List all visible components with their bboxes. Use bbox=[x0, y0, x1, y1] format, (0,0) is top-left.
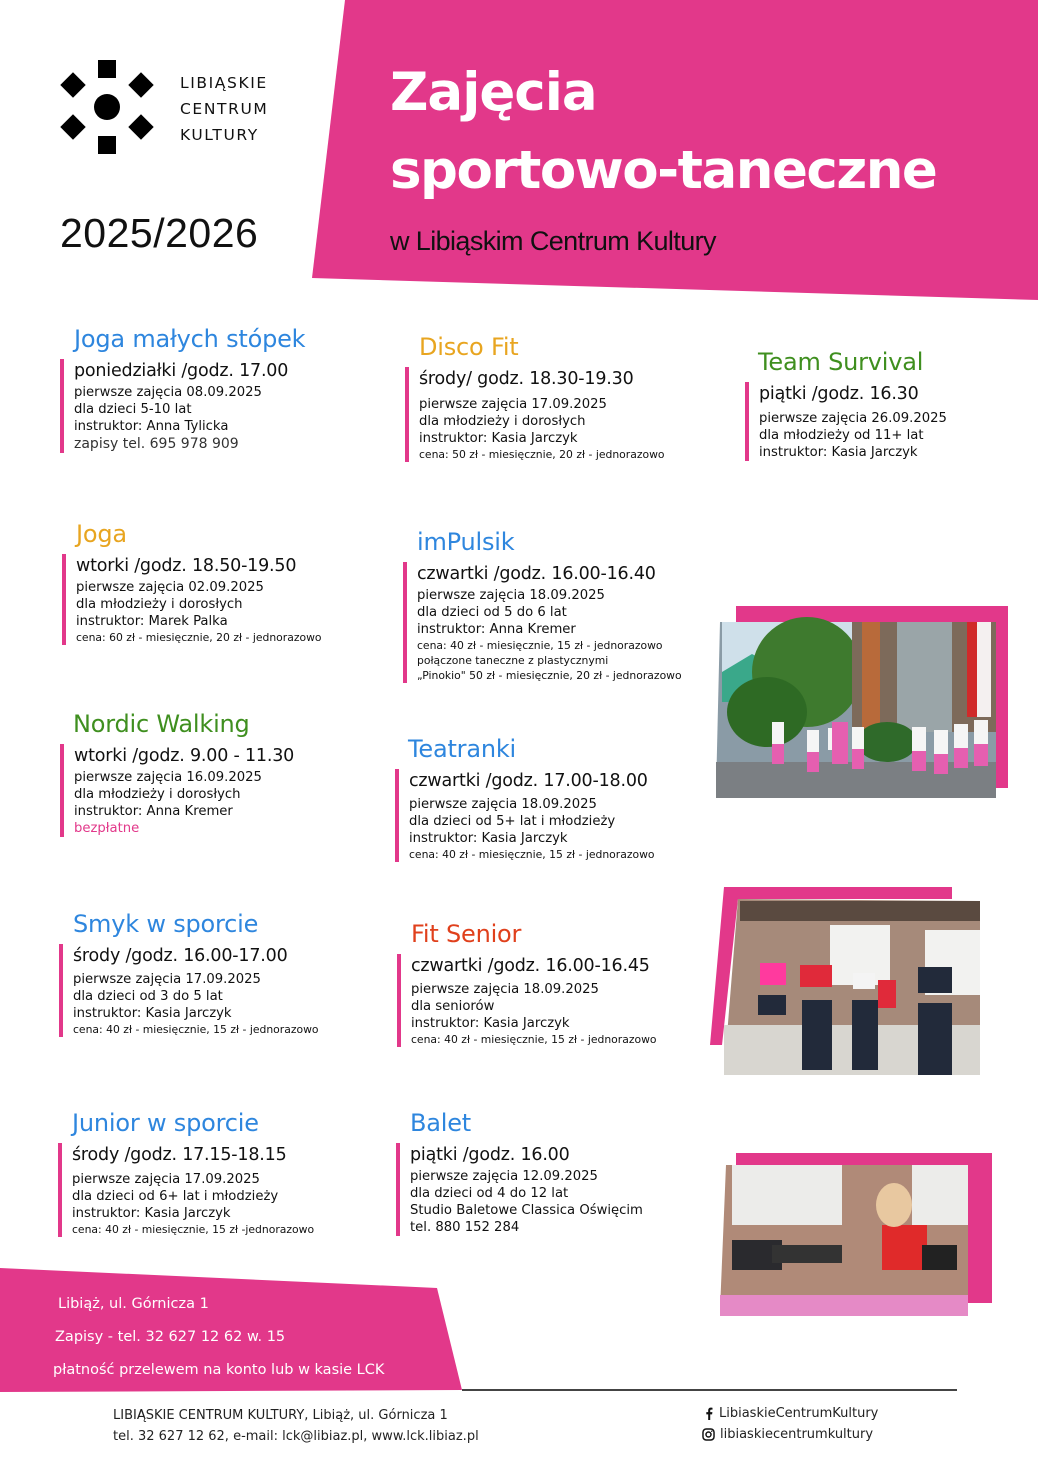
class-audience: dla młodzieży od 11+ lat bbox=[759, 428, 924, 443]
class-schedule: czwartki /godz. 16.00-16.45 bbox=[411, 956, 650, 976]
instagram-icon bbox=[702, 1428, 715, 1441]
class-first-date: pierwsze zajęcia 18.09.2025 bbox=[411, 982, 599, 997]
class-schedule: środy/ godz. 18.30-19.30 bbox=[419, 369, 634, 389]
photo-women-mats bbox=[712, 1150, 992, 1325]
class-title: Disco Fit bbox=[419, 333, 519, 361]
class-first-date: pierwsze zajęcia 02.09.2025 bbox=[76, 580, 264, 595]
class-price: cena: 60 zł - miesięcznie, 20 zł - jednorazowo bbox=[76, 631, 322, 644]
class-card-junior-w-sporcie bbox=[58, 1109, 314, 1237]
class-audience: dla dzieci od 5+ lat i młodzieży bbox=[409, 814, 616, 829]
photo-women-mats-image bbox=[712, 1150, 992, 1325]
class-card-impulsik bbox=[403, 528, 682, 683]
class-card-balet bbox=[396, 1109, 643, 1236]
class-details bbox=[405, 367, 665, 462]
class-first-date: pierwsze zajęcia 16.09.2025 bbox=[74, 770, 262, 785]
logo-line-3: KULTURY bbox=[180, 126, 259, 144]
facebook-handle: LibiaskieCentrumKultury bbox=[719, 1406, 879, 1421]
class-audience: dla dzieci od 6+ lat i młodzieży bbox=[72, 1189, 279, 1204]
class-title: Junior w sporcie bbox=[72, 1109, 259, 1137]
footer-divider bbox=[462, 1389, 957, 1391]
class-price: cena: 40 zł - miesięcznie, 15 zł - jednorazowo bbox=[411, 1033, 657, 1046]
class-instructor: instruktor: Kasia Jarczyk bbox=[419, 431, 578, 446]
class-instructor: instruktor: Anna Kremer bbox=[417, 622, 576, 637]
class-details bbox=[395, 769, 655, 862]
class-first-date: pierwsze zajęcia 08.09.2025 bbox=[74, 385, 262, 400]
class-audience: dla seniorów bbox=[411, 999, 495, 1014]
photo-children-dancing-image bbox=[712, 602, 1012, 802]
photo-women-dumbbells bbox=[700, 885, 990, 1075]
class-title: imPulsik bbox=[417, 528, 515, 556]
footer-contact: tel. 32 627 12 62, e-mail: lck@libiaz.pl, www.lck.libiaz.pl bbox=[113, 1429, 479, 1444]
class-title: Joga małych stópek bbox=[74, 325, 306, 353]
class-price: cena: 40 zł - miesięcznie, 15 zł -jednorazowo bbox=[72, 1223, 315, 1236]
class-first-date: pierwsze zajęcia 26.09.2025 bbox=[759, 411, 947, 426]
class-instructor: instruktor: Marek Palka bbox=[76, 614, 228, 629]
info-address: Libiąż, ul. Górnicza 1 bbox=[58, 1296, 209, 1312]
instagram-handle: libiaskiecentrumkultury bbox=[720, 1427, 874, 1442]
class-schedule: wtorki /godz. 9.00 - 11.30 bbox=[74, 746, 295, 766]
class-details bbox=[396, 1143, 643, 1236]
footer-facebook[interactable] bbox=[704, 1406, 878, 1421]
class-details bbox=[60, 744, 294, 837]
logo-icon bbox=[58, 58, 158, 158]
class-card-joga bbox=[62, 520, 322, 645]
page-title-line-1: Zajęcia bbox=[390, 62, 597, 123]
class-title: Teatranki bbox=[408, 735, 517, 763]
class-details bbox=[745, 382, 947, 461]
class-card-nordic-walking bbox=[60, 710, 294, 837]
class-instructor: instruktor: Kasia Jarczyk bbox=[759, 445, 918, 460]
class-schedule: piątki /godz. 16.30 bbox=[759, 384, 919, 404]
class-schedule: środy /godz. 17.15-18.15 bbox=[72, 1145, 287, 1165]
class-first-date: pierwsze zajęcia 17.09.2025 bbox=[73, 972, 261, 987]
class-details bbox=[58, 1143, 314, 1237]
class-audience: dla młodzieży i dorosłych bbox=[419, 414, 586, 429]
footer-instagram[interactable] bbox=[702, 1427, 873, 1442]
page-title-line-2: sportowo-taneczne bbox=[390, 140, 937, 201]
photo-women-dumbbells-image bbox=[700, 885, 990, 1075]
class-signup-phone: zapisy tel. 695 978 909 bbox=[74, 436, 239, 452]
class-schedule: środy /godz. 16.00-17.00 bbox=[73, 946, 288, 966]
class-audience: dla dzieci od 4 do 12 lat bbox=[410, 1186, 569, 1201]
class-price-combined: połączone taneczne z plastycznymi bbox=[417, 654, 609, 667]
season-year: 2025/2026 bbox=[60, 210, 259, 256]
class-card-disco-fit bbox=[405, 333, 665, 462]
class-audience: dla młodzieży i dorosłych bbox=[74, 787, 241, 802]
class-first-date: pierwsze zajęcia 18.09.2025 bbox=[409, 797, 597, 812]
logo-line-2: CENTRUM bbox=[180, 100, 269, 118]
class-schedule: piątki /godz. 16.00 bbox=[410, 1145, 570, 1165]
class-title: Balet bbox=[410, 1109, 472, 1137]
class-card-joga-malych-stopek bbox=[60, 325, 305, 453]
class-phone: tel. 880 152 284 bbox=[410, 1220, 520, 1235]
class-schedule: czwartki /godz. 17.00-18.00 bbox=[409, 771, 648, 791]
class-instructor: instruktor: Kasia Jarczyk bbox=[409, 831, 568, 846]
logo-line-1: LIBIĄSKIE bbox=[180, 74, 268, 92]
info-signup-phone: Zapisy - tel. 32 627 12 62 w. 15 bbox=[55, 1329, 286, 1345]
class-instructor: instruktor: Kasia Jarczyk bbox=[411, 1016, 570, 1031]
class-first-date: pierwsze zajęcia 17.09.2025 bbox=[72, 1172, 260, 1187]
class-details bbox=[403, 562, 682, 683]
class-first-date: pierwsze zajęcia 12.09.2025 bbox=[410, 1169, 598, 1184]
footer-address: LIBIĄSKIE CENTRUM KULTURY, Libiąż, ul. Górnicza 1 bbox=[113, 1408, 448, 1423]
class-schedule: poniedziałki /godz. 17.00 bbox=[74, 361, 289, 381]
class-details bbox=[60, 359, 305, 453]
class-schedule: czwartki /godz. 16.00-16.40 bbox=[417, 564, 656, 584]
class-free-badge: bezpłatne bbox=[74, 821, 140, 836]
class-details bbox=[59, 944, 319, 1037]
info-payment: płatność przelewem na konto lub w kasie LCK bbox=[53, 1362, 385, 1378]
class-price-pinokio: „Pinokio" 50 zł - miesięcznie, 20 zł - jednorazowo bbox=[417, 669, 682, 682]
class-instructor: Studio Baletowe Classica Oświęcim bbox=[410, 1203, 643, 1218]
class-instructor: instruktor: Anna Kremer bbox=[74, 804, 233, 819]
class-price: cena: 40 zł - miesięcznie, 15 zł - jednorazowo bbox=[417, 639, 663, 652]
class-audience: dla młodzieży i dorosłych bbox=[76, 597, 243, 612]
class-audience: dla dzieci 5-10 lat bbox=[74, 402, 192, 417]
class-instructor: instruktor: Anna Tylicka bbox=[74, 419, 229, 434]
class-title: Nordic Walking bbox=[73, 710, 250, 738]
page-subtitle: w Libiąskim Centrum Kultury bbox=[390, 226, 716, 256]
class-price: cena: 40 zł - miesięcznie, 15 zł - jednorazowo bbox=[409, 848, 655, 861]
class-card-teatranki bbox=[395, 735, 655, 862]
class-first-date: pierwsze zajęcia 18.09.2025 bbox=[417, 588, 605, 603]
class-card-fit-senior bbox=[397, 920, 657, 1047]
class-price: cena: 40 zł - miesięcznie, 15 zł - jednorazowo bbox=[73, 1023, 319, 1036]
class-instructor: instruktor: Kasia Jarczyk bbox=[72, 1206, 231, 1221]
facebook-icon bbox=[704, 1407, 714, 1420]
class-price: cena: 50 zł - miesięcznie, 20 zł - jednorazowo bbox=[419, 448, 665, 461]
class-details bbox=[62, 554, 322, 645]
class-audience: dla dzieci od 5 do 6 lat bbox=[417, 605, 567, 620]
class-audience: dla dzieci od 3 do 5 lat bbox=[73, 989, 223, 1004]
class-card-smyk-w-sporcie bbox=[59, 910, 319, 1037]
class-card-team-survival bbox=[745, 348, 947, 461]
class-title: Joga bbox=[76, 520, 127, 548]
class-title: Smyk w sporcie bbox=[73, 910, 259, 938]
class-details bbox=[397, 954, 657, 1047]
class-instructor: instruktor: Kasia Jarczyk bbox=[73, 1006, 232, 1021]
class-title: Fit Senior bbox=[411, 920, 522, 948]
class-title: Team Survival bbox=[758, 348, 924, 376]
class-schedule: wtorki /godz. 18.50-19.50 bbox=[76, 556, 297, 576]
logo-text bbox=[180, 70, 268, 148]
photo-children-dancing bbox=[712, 602, 1012, 802]
class-first-date: pierwsze zajęcia 17.09.2025 bbox=[419, 397, 607, 412]
